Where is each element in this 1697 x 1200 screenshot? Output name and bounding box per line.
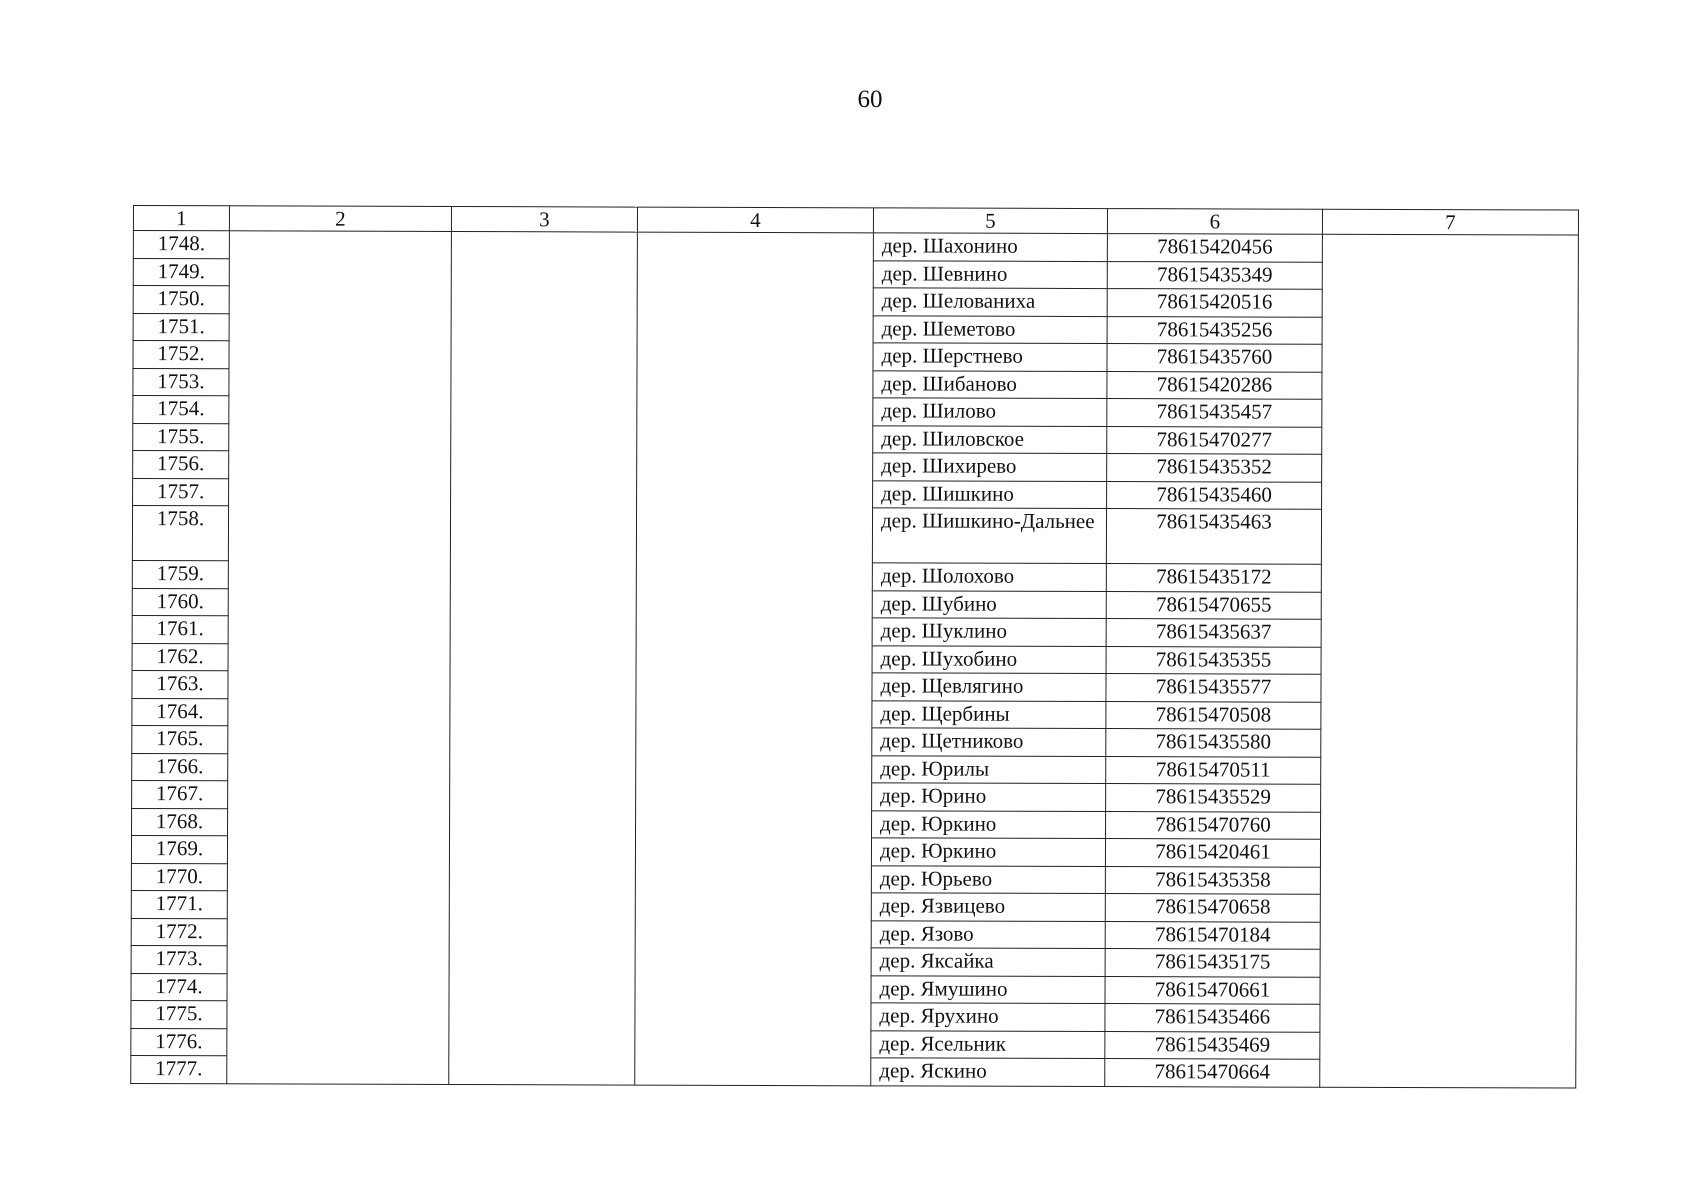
row-number: 1761. (132, 615, 228, 643)
row-number: 1755. (133, 423, 229, 451)
settlement-code: 78615420456 (1107, 234, 1322, 262)
settlement-name: дер. Юркино (871, 838, 1105, 866)
settlement-name: дер. Юрилы (872, 755, 1106, 783)
settlement-name: дер. Шелованиха (873, 288, 1107, 316)
column-3-empty-cell (449, 232, 638, 1085)
settlement-name: дер. Шевнино (873, 260, 1107, 288)
row-number: 1756. (133, 451, 229, 479)
column-7-empty-cell (1320, 234, 1579, 1087)
settlement-code: 78615470661 (1105, 976, 1320, 1004)
settlement-name: дер. Шубино (872, 590, 1106, 618)
row-number: 1749. (133, 258, 229, 286)
settlement-name: дер. Ясельник (871, 1030, 1105, 1058)
settlement-code: 78615435463 (1106, 509, 1321, 565)
row-number: 1775. (131, 1000, 227, 1028)
row-number: 1762. (132, 643, 228, 671)
settlement-code: 78615435469 (1105, 1031, 1320, 1059)
row-number: 1776. (131, 1028, 227, 1056)
row-number: 1767. (132, 780, 228, 808)
row-number: 1771. (131, 890, 227, 918)
page-number: 60 (857, 86, 883, 113)
settlement-name: дер. Шибаново (873, 370, 1107, 398)
settlement-name: дер. Яскино (871, 1058, 1105, 1086)
settlement-name: дер. Язово (871, 920, 1105, 948)
settlement-name: дер. Юркино (872, 810, 1106, 838)
row-number: 1774. (131, 973, 227, 1001)
row-number: 1748. (133, 231, 229, 259)
row-number: 1751. (133, 313, 229, 341)
settlement-code: 78615435637 (1106, 619, 1321, 647)
settlement-name: дер. Шерстнево (873, 343, 1107, 371)
row-number: 1769. (131, 835, 227, 863)
row-number: 1766. (132, 753, 228, 781)
settlement-name: дер. Шолохово (872, 563, 1106, 591)
settlement-name: дер. Шилово (873, 398, 1107, 426)
row-number: 1760. (132, 588, 228, 616)
settlement-name: дер. Ямушино (871, 975, 1105, 1003)
settlement-name: дер. Юрино (872, 783, 1106, 811)
row-number: 1765. (132, 725, 228, 753)
column-header-6: 6 (1107, 209, 1322, 235)
settlement-name: дер. Щевлягино (872, 673, 1106, 701)
settlement-code: 78615435256 (1107, 316, 1322, 344)
settlement-code: 78615435175 (1105, 949, 1320, 977)
settlement-name: дер. Шихирево (873, 453, 1107, 481)
row-number: 1752. (133, 341, 229, 369)
settlement-code: 78615435577 (1106, 674, 1321, 702)
settlement-name: дер. Шухобино (872, 645, 1106, 673)
settlement-code: 78615470277 (1107, 426, 1322, 454)
settlement-code: 78615470508 (1106, 701, 1321, 729)
settlement-code: 78615420286 (1107, 371, 1322, 399)
row-number: 1758. (132, 506, 228, 561)
row-number: 1763. (132, 670, 228, 698)
settlement-code: 78615435580 (1106, 729, 1321, 757)
settlement-name: дер. Шуклино (872, 618, 1106, 646)
settlement-code: 78615435172 (1106, 564, 1321, 592)
row-number: 1773. (131, 945, 227, 973)
column-header-2: 2 (229, 206, 451, 232)
settlement-name: дер. Шишкино (873, 480, 1107, 508)
settlement-code: 78615435760 (1107, 344, 1322, 372)
settlement-code: 78615435349 (1107, 261, 1322, 289)
settlement-name: дер. Шишкино-Дальнее (872, 508, 1106, 564)
settlement-name: дер. Щетниково (872, 728, 1106, 756)
settlements-table (130, 205, 1579, 1088)
settlement-code: 78615470658 (1105, 894, 1320, 922)
column-header-3: 3 (451, 207, 637, 233)
settlement-code: 78615470655 (1106, 591, 1321, 619)
column-4-empty-cell (635, 232, 874, 1085)
settlement-code: 78615435460 (1107, 481, 1322, 509)
settlement-name: дер. Шахонино (873, 233, 1107, 261)
settlement-code: 78615420461 (1105, 839, 1320, 867)
settlement-code: 78615420516 (1107, 289, 1322, 317)
settlement-code: 78615435466 (1105, 1004, 1320, 1032)
settlement-name: дер. Щербины (872, 700, 1106, 728)
settlement-code: 78615470184 (1105, 921, 1320, 949)
settlement-name: дер. Юрьево (871, 865, 1105, 893)
settlement-code: 78615435457 (1107, 399, 1322, 427)
settlement-code: 78615435529 (1106, 784, 1321, 812)
settlement-name: дер. Язвицево (871, 893, 1105, 921)
row-number: 1772. (131, 918, 227, 946)
settlement-code: 78615470760 (1106, 811, 1321, 839)
table-row (133, 231, 1578, 263)
row-number: 1757. (133, 478, 229, 506)
column-2-empty-cell (227, 231, 452, 1084)
settlement-code: 78615435358 (1105, 866, 1320, 894)
settlement-name: дер. Яксайка (871, 948, 1105, 976)
row-number: 1753. (133, 368, 229, 396)
row-number: 1770. (131, 863, 227, 891)
settlement-code: 78615470511 (1106, 756, 1321, 784)
row-number: 1777. (131, 1055, 227, 1083)
row-number: 1754. (133, 396, 229, 424)
settlements-table-wrapper (130, 205, 1578, 1088)
settlement-code: 78615470664 (1105, 1059, 1320, 1087)
row-number: 1768. (132, 808, 228, 836)
row-number: 1750. (133, 286, 229, 314)
column-header-4: 4 (637, 207, 873, 233)
column-header-5: 5 (873, 208, 1107, 234)
settlement-name: дер. Шиловское (873, 425, 1107, 453)
settlement-name: дер. Шеметово (873, 315, 1107, 343)
settlement-name: дер. Ярухино (871, 1003, 1105, 1031)
settlement-code: 78615435355 (1106, 646, 1321, 674)
column-header-7: 7 (1322, 209, 1578, 235)
row-number: 1759. (132, 560, 228, 588)
settlement-code: 78615435352 (1107, 454, 1322, 482)
row-number: 1764. (132, 698, 228, 726)
table-body (131, 231, 1579, 1088)
column-header-1: 1 (133, 206, 229, 231)
